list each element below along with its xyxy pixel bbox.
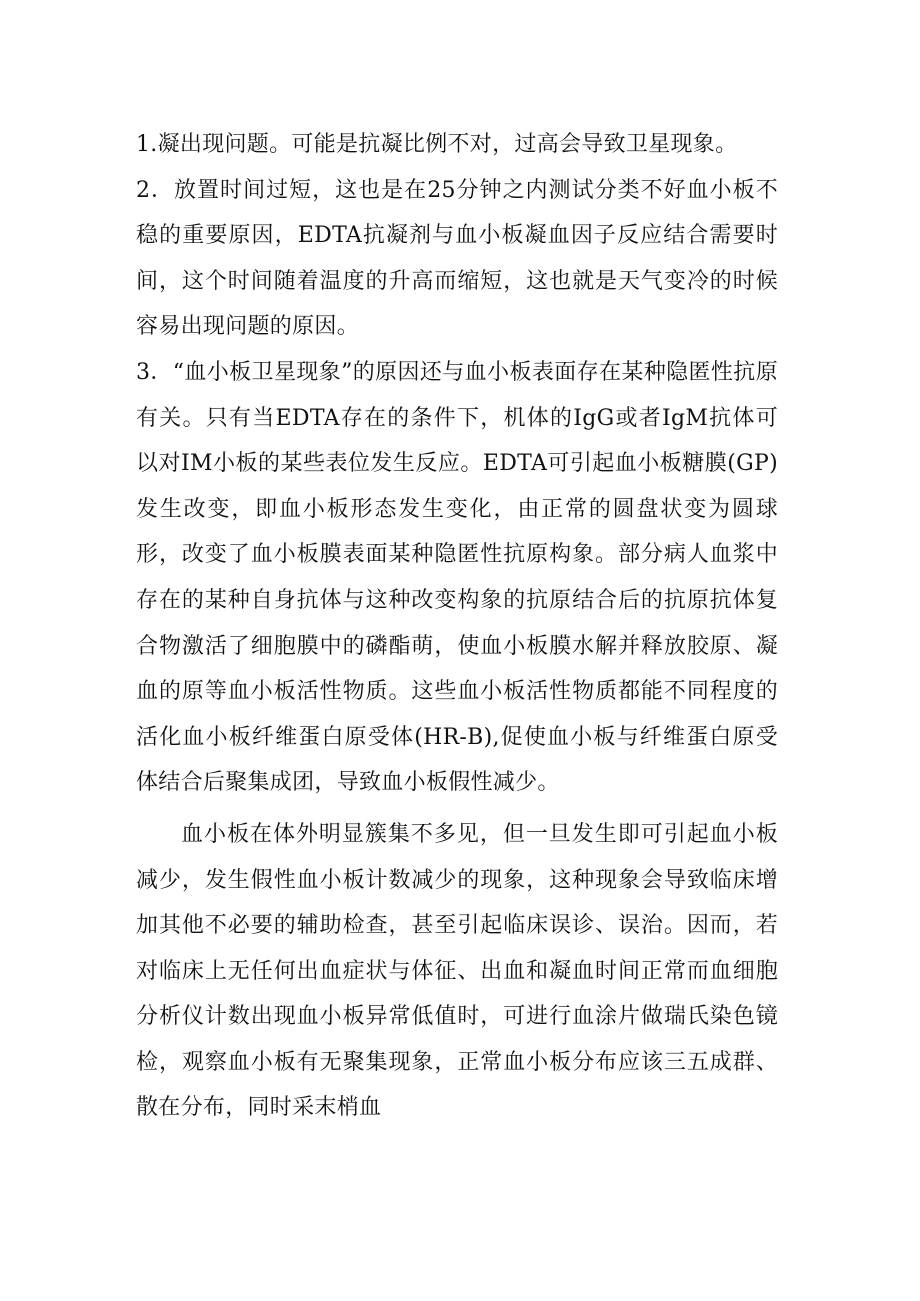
body-paragraph: 血小板在体外明显簇集不多见，但一旦发生即可引起血小板减少，发生假性血小板计数减少的现象，这种现象会导致临床增加其他不必要的辅助检查，甚至引起临床误诊、误治。因而，若对临床上无任何出血症状与体征、出血和凝血时间正常而血细胞分析仪计数出现血小板异常低值时，可进行血涂片做瑞氏染色镜检，观察血小板有无聚集现象，正常血小板分布应该三五成群、散在分布，同时采末梢血: [136, 821, 778, 1121]
paragraph-item-1: 1.凝出现问题。可能是抗凝比例不对，过高会导致卫星现象。: [136, 132, 738, 157]
paragraph-item-3: 3．“血小板卫星现象”的原因还与血小板表面存在某种隐匿性抗原有关。只有当EDTA存在的条件下，机体的IgG或者IgM抗体可以对IM小板的某些表位发生反应。EDTA可引起血小板糖膜(GP)发生改变，即血小板形态发生变化，由正常的圆盘状变为圆球形，改变了血小板膜表面某种隐匿性抗原构象。部分病人血浆中存在的某种自身抗体与这种改变构象的抗原结合后的抗原抗体复合物激活了细胞膜中的磷酯萌，使血小板膜水解并释放胶原、凝血的原等血小板活性物质。这些血小板活性物质都能不同程度的活化血小板纤维蛋白原受体(HR-B),促使血小板与纤维蛋白原受体结合后聚集成团，导致血小板假性减少。: [136, 359, 778, 796]
paragraph-item-2: 2．放置时间过短，这也是在25分钟之内测试分类不好血小板不稳的重要原因，EDTA抗凝剂与血小板凝血因子反应结合需要时间，这个时间随着温度的升高而缩短，这也就是天气变冷的时候容易出现问题的原因。: [136, 177, 778, 340]
document-body: [136, 122, 778, 1131]
